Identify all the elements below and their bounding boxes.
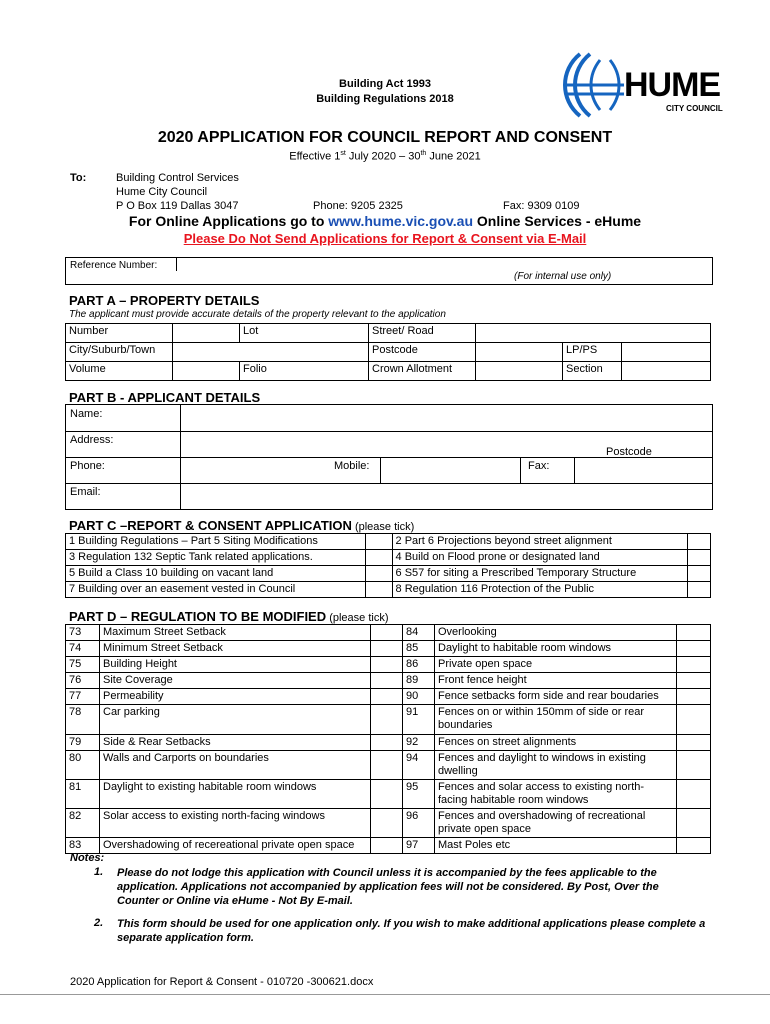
reg-checkbox[interactable]: [371, 809, 403, 838]
part-c-option: 1 Building Regulations – Part 5 Siting Modifications: [66, 534, 366, 550]
reg-checkbox[interactable]: [677, 657, 711, 673]
online-url[interactable]: www.hume.vic.gov.au: [328, 213, 473, 229]
reg-description: Fences and overshadowing of recreational private open space: [435, 809, 677, 838]
reg-number: 85: [403, 641, 435, 657]
part-c-tick: (please tick): [354, 521, 415, 533]
reg-checkbox[interactable]: [677, 838, 711, 854]
part-a-sub: The applicant must provide accurate details of the property relevant to the application: [69, 309, 446, 320]
part-c-checkbox[interactable]: [688, 534, 711, 550]
part-c-option: 2 Part 6 Projections beyond street alignment: [392, 534, 688, 550]
number-field[interactable]: [173, 324, 240, 343]
phone-field[interactable]: [182, 459, 332, 481]
part-a-title: PART A – PROPERTY DETAILS: [69, 293, 260, 308]
part-b-box: [65, 404, 713, 510]
lot-label: Lot: [240, 324, 369, 343]
name-field[interactable]: [182, 407, 710, 429]
reg-checkbox[interactable]: [677, 705, 711, 735]
fax-field[interactable]: [576, 459, 710, 481]
reg-checkbox[interactable]: [371, 735, 403, 751]
note-2: This form should be used for one application only. If you wish to make additional applications please complete a separate application form.: [117, 918, 706, 944]
part-c-option: 8 Regulation 116 Protection of the Public: [392, 582, 688, 598]
reg-number: 78: [66, 705, 100, 735]
part-b-title: PART B - APPLICANT DETAILS: [69, 390, 261, 405]
part-d-table: [65, 624, 711, 854]
lpps-field[interactable]: [622, 343, 711, 362]
reg-number: 76: [66, 673, 100, 689]
reg-number: 91: [403, 705, 435, 735]
reg-description: Fences on or within 150mm of side or rear boundaries: [435, 705, 677, 735]
reg-description: Fences and solar access to existing north-facing habitable room windows: [435, 780, 677, 809]
reg-checkbox[interactable]: [371, 673, 403, 689]
part-d-title: PART D – REGULATION TO BE MODIFIED: [69, 609, 327, 624]
part-c-checkbox[interactable]: [688, 550, 711, 566]
regs-title: Building Regulations 2018: [316, 93, 454, 105]
part-c-checkbox[interactable]: [366, 582, 392, 598]
reg-checkbox[interactable]: [677, 780, 711, 809]
reg-description: Private open space: [435, 657, 677, 673]
reg-number: 96: [403, 809, 435, 838]
reg-checkbox[interactable]: [371, 689, 403, 705]
act-title: Building Act 1993: [339, 78, 431, 90]
reg-checkbox[interactable]: [371, 705, 403, 735]
fax-label: Fax:: [528, 460, 550, 472]
page-title: 2020 APPLICATION FOR COUNCIL REPORT AND CONSENT: [157, 129, 613, 146]
part-c-checkbox[interactable]: [688, 566, 711, 582]
reg-checkbox[interactable]: [677, 673, 711, 689]
reg-checkbox[interactable]: [371, 751, 403, 780]
reference-note: (For internal use only): [514, 271, 612, 282]
reg-description: Maximum Street Setback: [100, 625, 371, 641]
online-suffix: Online Services - eHume: [473, 213, 642, 229]
mobile-label: Mobile:: [334, 460, 370, 472]
reg-number: 73: [66, 625, 100, 641]
to-line1: Building Control Services: [116, 172, 239, 184]
part-c-checkbox[interactable]: [366, 534, 392, 550]
reg-description: Solar access to existing north-facing windows: [100, 809, 371, 838]
reg-number: 79: [66, 735, 100, 751]
folio-label: Folio: [240, 362, 369, 381]
reg-description: Mast Poles etc: [435, 838, 677, 854]
part-c-option: 4 Build on Flood prone or designated land: [392, 550, 688, 566]
postcode-field[interactable]: [476, 343, 563, 362]
reg-checkbox[interactable]: [677, 625, 711, 641]
street-field[interactable]: [476, 324, 711, 343]
volume-field[interactable]: [173, 362, 240, 381]
reg-description: Walls and Carports on boundaries: [100, 751, 371, 780]
reg-checkbox[interactable]: [677, 735, 711, 751]
suburb-field[interactable]: [173, 343, 369, 362]
reg-description: Car parking: [100, 705, 371, 735]
part-d-tick: (please tick): [329, 612, 389, 624]
reg-description: Daylight to existing habitable room windows: [100, 780, 371, 809]
part-c-option: 7 Building over an easement vested in Council: [66, 582, 366, 598]
reg-description: Overlooking: [435, 625, 677, 641]
reg-description: Fences on street alignments: [435, 735, 677, 751]
reg-number: 81: [66, 780, 100, 809]
online-prefix: For Online Applications go to: [128, 213, 329, 229]
part-c-title: PART C –REPORT & CONSENT APPLICATION: [69, 518, 352, 533]
part-c-checkbox[interactable]: [366, 566, 392, 582]
reg-description: Site Coverage: [100, 673, 371, 689]
part-c-option: 5 Build a Class 10 building on vacant land: [66, 566, 366, 582]
part-a-table: [65, 323, 711, 381]
crown-field[interactable]: [476, 362, 563, 381]
email-label: Email:: [70, 486, 101, 498]
reg-number: 82: [66, 809, 100, 838]
reg-number: 89: [403, 673, 435, 689]
reg-number: 90: [403, 689, 435, 705]
part-d-heading: [69, 609, 388, 624]
part-c-checkbox[interactable]: [688, 582, 711, 598]
reg-checkbox[interactable]: [677, 751, 711, 780]
lpps-label: LP/PS: [563, 343, 622, 362]
reg-checkbox[interactable]: [371, 657, 403, 673]
volume-label: Volume: [66, 362, 173, 381]
reference-label: Reference Number:: [70, 260, 158, 271]
reg-number: 80: [66, 751, 100, 780]
online-line: [0, 213, 770, 229]
reg-checkbox[interactable]: [371, 838, 403, 854]
reg-number: 77: [66, 689, 100, 705]
to-label: To:: [70, 172, 87, 184]
reg-description: Minimum Street Setback: [100, 641, 371, 657]
effective-dates: Effective 1st July 2020 – 30th June 2021: [289, 150, 481, 163]
suburb-label: City/Suburb/Town: [66, 343, 173, 362]
reg-description: Daylight to habitable room windows: [435, 641, 677, 657]
name-label: Name:: [70, 408, 103, 420]
reg-checkbox[interactable]: [371, 780, 403, 809]
part-c-table: [65, 533, 711, 598]
reg-number: 83: [66, 838, 100, 854]
reg-number: 86: [403, 657, 435, 673]
postcode-label: Postcode: [369, 343, 476, 362]
reference-box[interactable]: [65, 257, 713, 285]
crown-label: Crown Allotment: [369, 362, 476, 381]
to-line3: P O Box 119 Dallas 3047: [116, 200, 239, 212]
phone-label: Phone:: [70, 460, 105, 472]
reg-number: 75: [66, 657, 100, 673]
number-label: Number: [66, 324, 173, 343]
part-c-option: 6 S57 for siting a Prescribed Temporary Structure: [392, 566, 688, 582]
section-label: Section: [563, 362, 622, 381]
footer-filename: 2020 Application for Report & Consent - 010720 -300621.docx: [70, 976, 374, 988]
reg-description: Permeability: [100, 689, 371, 705]
reg-number: 74: [66, 641, 100, 657]
to-line2: Hume City Council: [116, 186, 208, 198]
reg-description: Overshadowing of recereational private open space: [100, 838, 371, 854]
page-divider: [0, 994, 770, 995]
reg-description: Fences and daylight to windows in existing dwelling: [435, 751, 677, 780]
logo-text: HUME: [624, 66, 721, 104]
reg-description: Fence setbacks form side and rear boudaries: [435, 689, 677, 705]
reg-checkbox[interactable]: [677, 809, 711, 838]
reg-checkbox[interactable]: [371, 625, 403, 641]
reg-number: 92: [403, 735, 435, 751]
logo-sub: CITY COUNCIL: [666, 104, 723, 113]
reg-description: Building Height: [100, 657, 371, 673]
part-c-heading: [69, 518, 414, 533]
mobile-field[interactable]: [382, 459, 518, 481]
note-1-number: 1.: [94, 866, 104, 878]
part-c-option: 3 Regulation 132 Septic Tank related applications.: [66, 550, 366, 566]
reg-description: Front fence height: [435, 673, 677, 689]
hume-logo: [558, 50, 728, 120]
part-c-checkbox[interactable]: [366, 550, 392, 566]
to-fax: Fax: 9309 0109: [503, 200, 580, 212]
notes-label: Notes:: [70, 852, 105, 864]
reg-description: Side & Rear Setbacks: [100, 735, 371, 751]
reg-number: 95: [403, 780, 435, 809]
reg-number: 94: [403, 751, 435, 780]
postcode-b-label: Postcode: [606, 446, 652, 458]
reg-checkbox[interactable]: [371, 641, 403, 657]
reg-number: 84: [403, 625, 435, 641]
note-1: Please do not lodge this application with Council unless it is accompanied by the fees applicable to the application. Applications not accompanied by application fees will not be considered. By Post, Over the Counter or Online via eHume - Not By E-mail.: [117, 867, 659, 907]
reg-checkbox[interactable]: [677, 689, 711, 705]
address-label: Address:: [70, 434, 114, 446]
street-label: Street/ Road: [369, 324, 476, 343]
reg-checkbox[interactable]: [677, 641, 711, 657]
email-warning: Please Do Not Send Applications for Report & Consent via E-Mail: [183, 231, 587, 246]
note-2-number: 2.: [94, 917, 104, 929]
section-field[interactable]: [622, 362, 711, 381]
to-phone: Phone: 9205 2325: [313, 200, 403, 212]
email-field[interactable]: [182, 485, 710, 507]
reg-number: 97: [403, 838, 435, 854]
